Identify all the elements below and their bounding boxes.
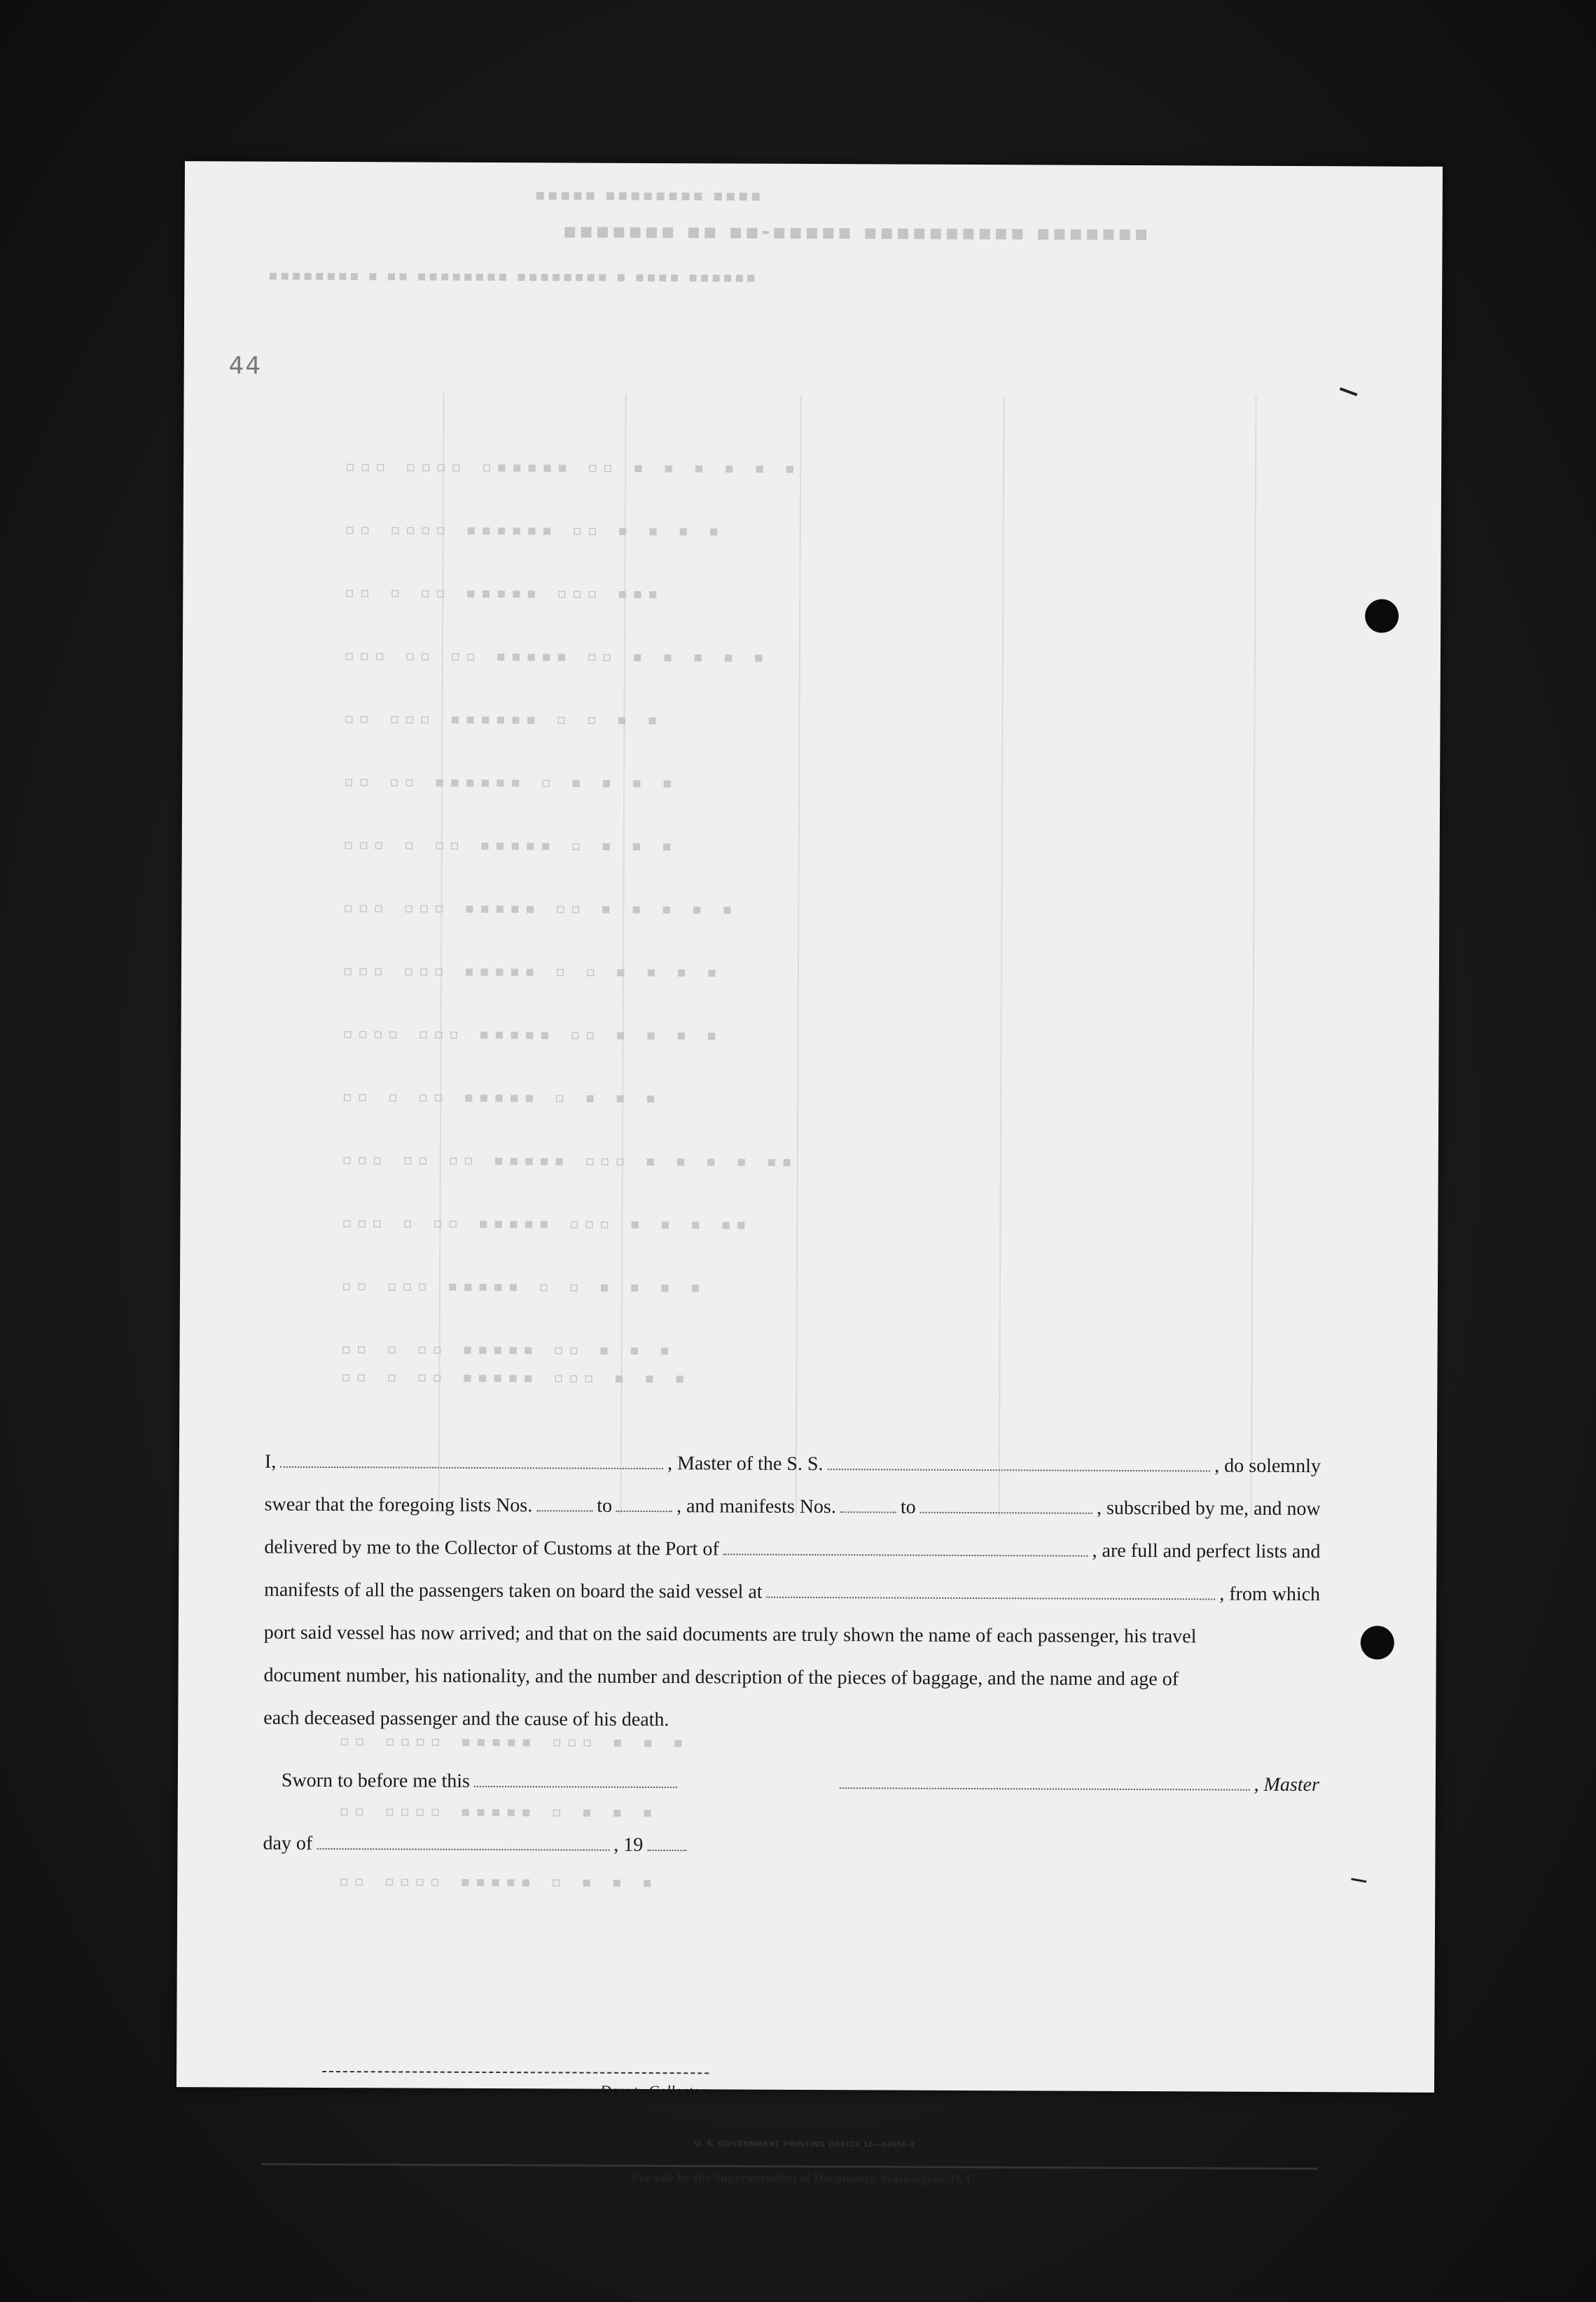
oath-text: , subscribed by me, and now [1096, 1497, 1321, 1520]
oath-text: , and manifests Nos. [676, 1495, 836, 1518]
punch-hole [1365, 599, 1399, 632]
master-name-blank[interactable] [280, 1451, 663, 1469]
oath-line-1 [265, 1441, 1321, 1488]
master-signature-blank[interactable] [840, 1772, 1250, 1791]
oath-text: each deceased passenger and the cause of his death. [263, 1707, 669, 1731]
sheet-number: 44 [228, 352, 263, 380]
master-oath [263, 1441, 1321, 1745]
manifest-from-blank[interactable] [840, 1496, 896, 1513]
oath-text: document number, his nationality, and the number and description of the pieces of baggage, and the name and age of [263, 1664, 1179, 1691]
port-blank[interactable] [723, 1538, 1088, 1556]
oath-text: , Master of the S. S. [667, 1452, 824, 1476]
bleed-column-rule [1251, 397, 1257, 1518]
year-label: , 19 [613, 1833, 644, 1856]
oath-line-6 [263, 1654, 1319, 1702]
bleed-through-header: ▪▪▪▪▪ ▪▪▪▪▪▪▪▪ ▪▪▪▪ [534, 186, 763, 205]
day-of-label: day of [263, 1832, 313, 1854]
manifest-page [176, 161, 1443, 2186]
oath-text: , from which [1219, 1583, 1321, 1606]
oath-line-4 [264, 1569, 1320, 1616]
bleed-through-header: ▪▪▪▪▪▪▪▪ ▪ ▪▪ ▪▪▪▪▪▪▪▪ ▪▪▪▪▪▪▪▪ ▪ ▪▪▪▪ ▪▪▪▪▪▪ [268, 266, 758, 286]
year-blank[interactable] [647, 1834, 686, 1851]
oath-line-5 [264, 1611, 1320, 1659]
oath-text: to [597, 1495, 613, 1517]
oath-text: , do solemnly [1214, 1455, 1321, 1478]
bleed-column-rule [796, 395, 802, 1516]
punch-hole [1361, 1625, 1394, 1659]
oath-text: delivered by me to the Collector of Customs at the Port of [264, 1536, 719, 1560]
printer-imprint: U. S. GOVERNMENT PRINTING OFFICE 16—54650-3 [695, 2140, 916, 2149]
deputy-signature-line[interactable] [322, 2071, 709, 2074]
oath-line-7 [263, 1697, 1319, 1745]
oath-text: manifests of all the passengers taken on board the said vessel at [264, 1579, 763, 1603]
day-row [263, 1833, 1319, 1860]
oath-text: I, [264, 1450, 277, 1473]
manifest-to-blank[interactable] [920, 1497, 1092, 1514]
month-blank[interactable] [317, 1833, 609, 1851]
oath-line-3 [264, 1526, 1320, 1574]
bleed-through-header: ▪▪▪▪▪▪▪ ▪▪ ▪▪-▪▪▪▪▪ ▪▪▪▪▪▪▪▪▪▪ ▪▪▪▪▪▪▪ [562, 219, 1151, 247]
ship-name-blank[interactable] [827, 1453, 1210, 1471]
bleed-column-rule [999, 396, 1005, 1516]
departure-port-blank[interactable] [767, 1581, 1216, 1600]
margin-mark [1351, 1878, 1366, 1882]
sale-notice: For sale by the Superintendent of Documents, Washington, D. C. [631, 2170, 979, 2186]
oath-text: , are full and perfect lists and [1092, 1539, 1321, 1563]
oath-line-2 [265, 1483, 1321, 1531]
sworn-label: Sworn to before me this [281, 1769, 471, 1792]
list-from-blank[interactable] [536, 1495, 592, 1511]
oath-text: swear that the foregoing lists Nos. [264, 1493, 533, 1517]
list-to-blank[interactable] [616, 1495, 672, 1512]
master-label: , Master [1254, 1773, 1319, 1796]
sworn-day-blank[interactable] [474, 1770, 677, 1788]
margin-mark [1340, 387, 1358, 396]
oath-text: port said vessel has now arrived; and that on the said documents are truly shown the name of each passenger, his travel [263, 1621, 1197, 1648]
oath-text: to [900, 1496, 916, 1518]
bleed-through-rows: ▫▫▫ ▫▫▫▫ ▫▪▪▪▪▪ ▫▫ ▪ ▪ ▪ ▪ ▪ ▪ ▫▫ ▫▫▫▫ ▪▪▪▪▪▪ ▫▫ ▪ ▪ ▪ ▪ ▫▫ ▫ ▫▫ ▪▪▪▪▪ ▫▫▫ ▪▪▪ ▫▫▫ ▫▫ ▫▫ ▪▪▪▪▪ ▫▫ ▪ ▪ ▪ ▪ ▪ ▫▫ ▫▫▫ ▪▪▪▪▪▪ ▫ ▫ ▪ ▪ ▫▫ ▫▫ ▪▪▪▪▪▪ ▫ ▪ ▪ ▪ ▪ ▫▫▫ ▫ ▫▫ ▪▪▪▪▪ ▫ ▪ ▪ ▪ ▫▫▫ ▫▫▫ ▪▪▪▪▪ ▫▫ ▪ ▪ ▪ ▪ ▪ ▫▫▫ ▫▫▫ ▪▪▪▪▪ ▫ ▫ ▪ ▪ ▪ ▪ ▫▫▫▫ ▫▫▫ ▪▪▪▪▪ ▫▫ ▪ ▪ ▪ ▪ ▫▫ ▫ ▫▫ ▪▪▪▪▪ ▫ ▪ ▪ ▪ ▫▫▫ ▫▫ ▫▫ ▪▪▪▪▪ ▫▫▫ ▪ ▪ ▪ ▪ ▪▪ ▫▫▫ ▫ ▫▫ ▪▪▪▪▪ ▫▫▫ ▪ ▪ ▪ ▪▪ ▫▫ ▫▫▫ ▪▪▪▪▪ ▫ ▫ ▪ ▪ ▪ ▪ ▫▫ ▫ ▫▫ ▪▪▪▪▪ ▫▫ ▪ ▪ ▪ ▫▫ ▫ ▫▫ ▪▪▪▪▪ ▫▫▫ ▪ ▪ ▪ ▫▫ ▫▫▫▫ ▪▪▪▪▪ ▫▫▫ ▪ ▪ ▪ ▫▫ ▫▫▫▫ ▪▪▪▪▪ ▫ ▪ ▪ ▪ ▫▫ ▫▫▫▫ ▪▪▪▪▪ ▫ ▪ ▪ ▪ [338, 456, 800, 1894]
deputy-collector-label: Deputy Collector. [599, 2081, 709, 2100]
sworn-row [263, 1770, 1319, 1797]
